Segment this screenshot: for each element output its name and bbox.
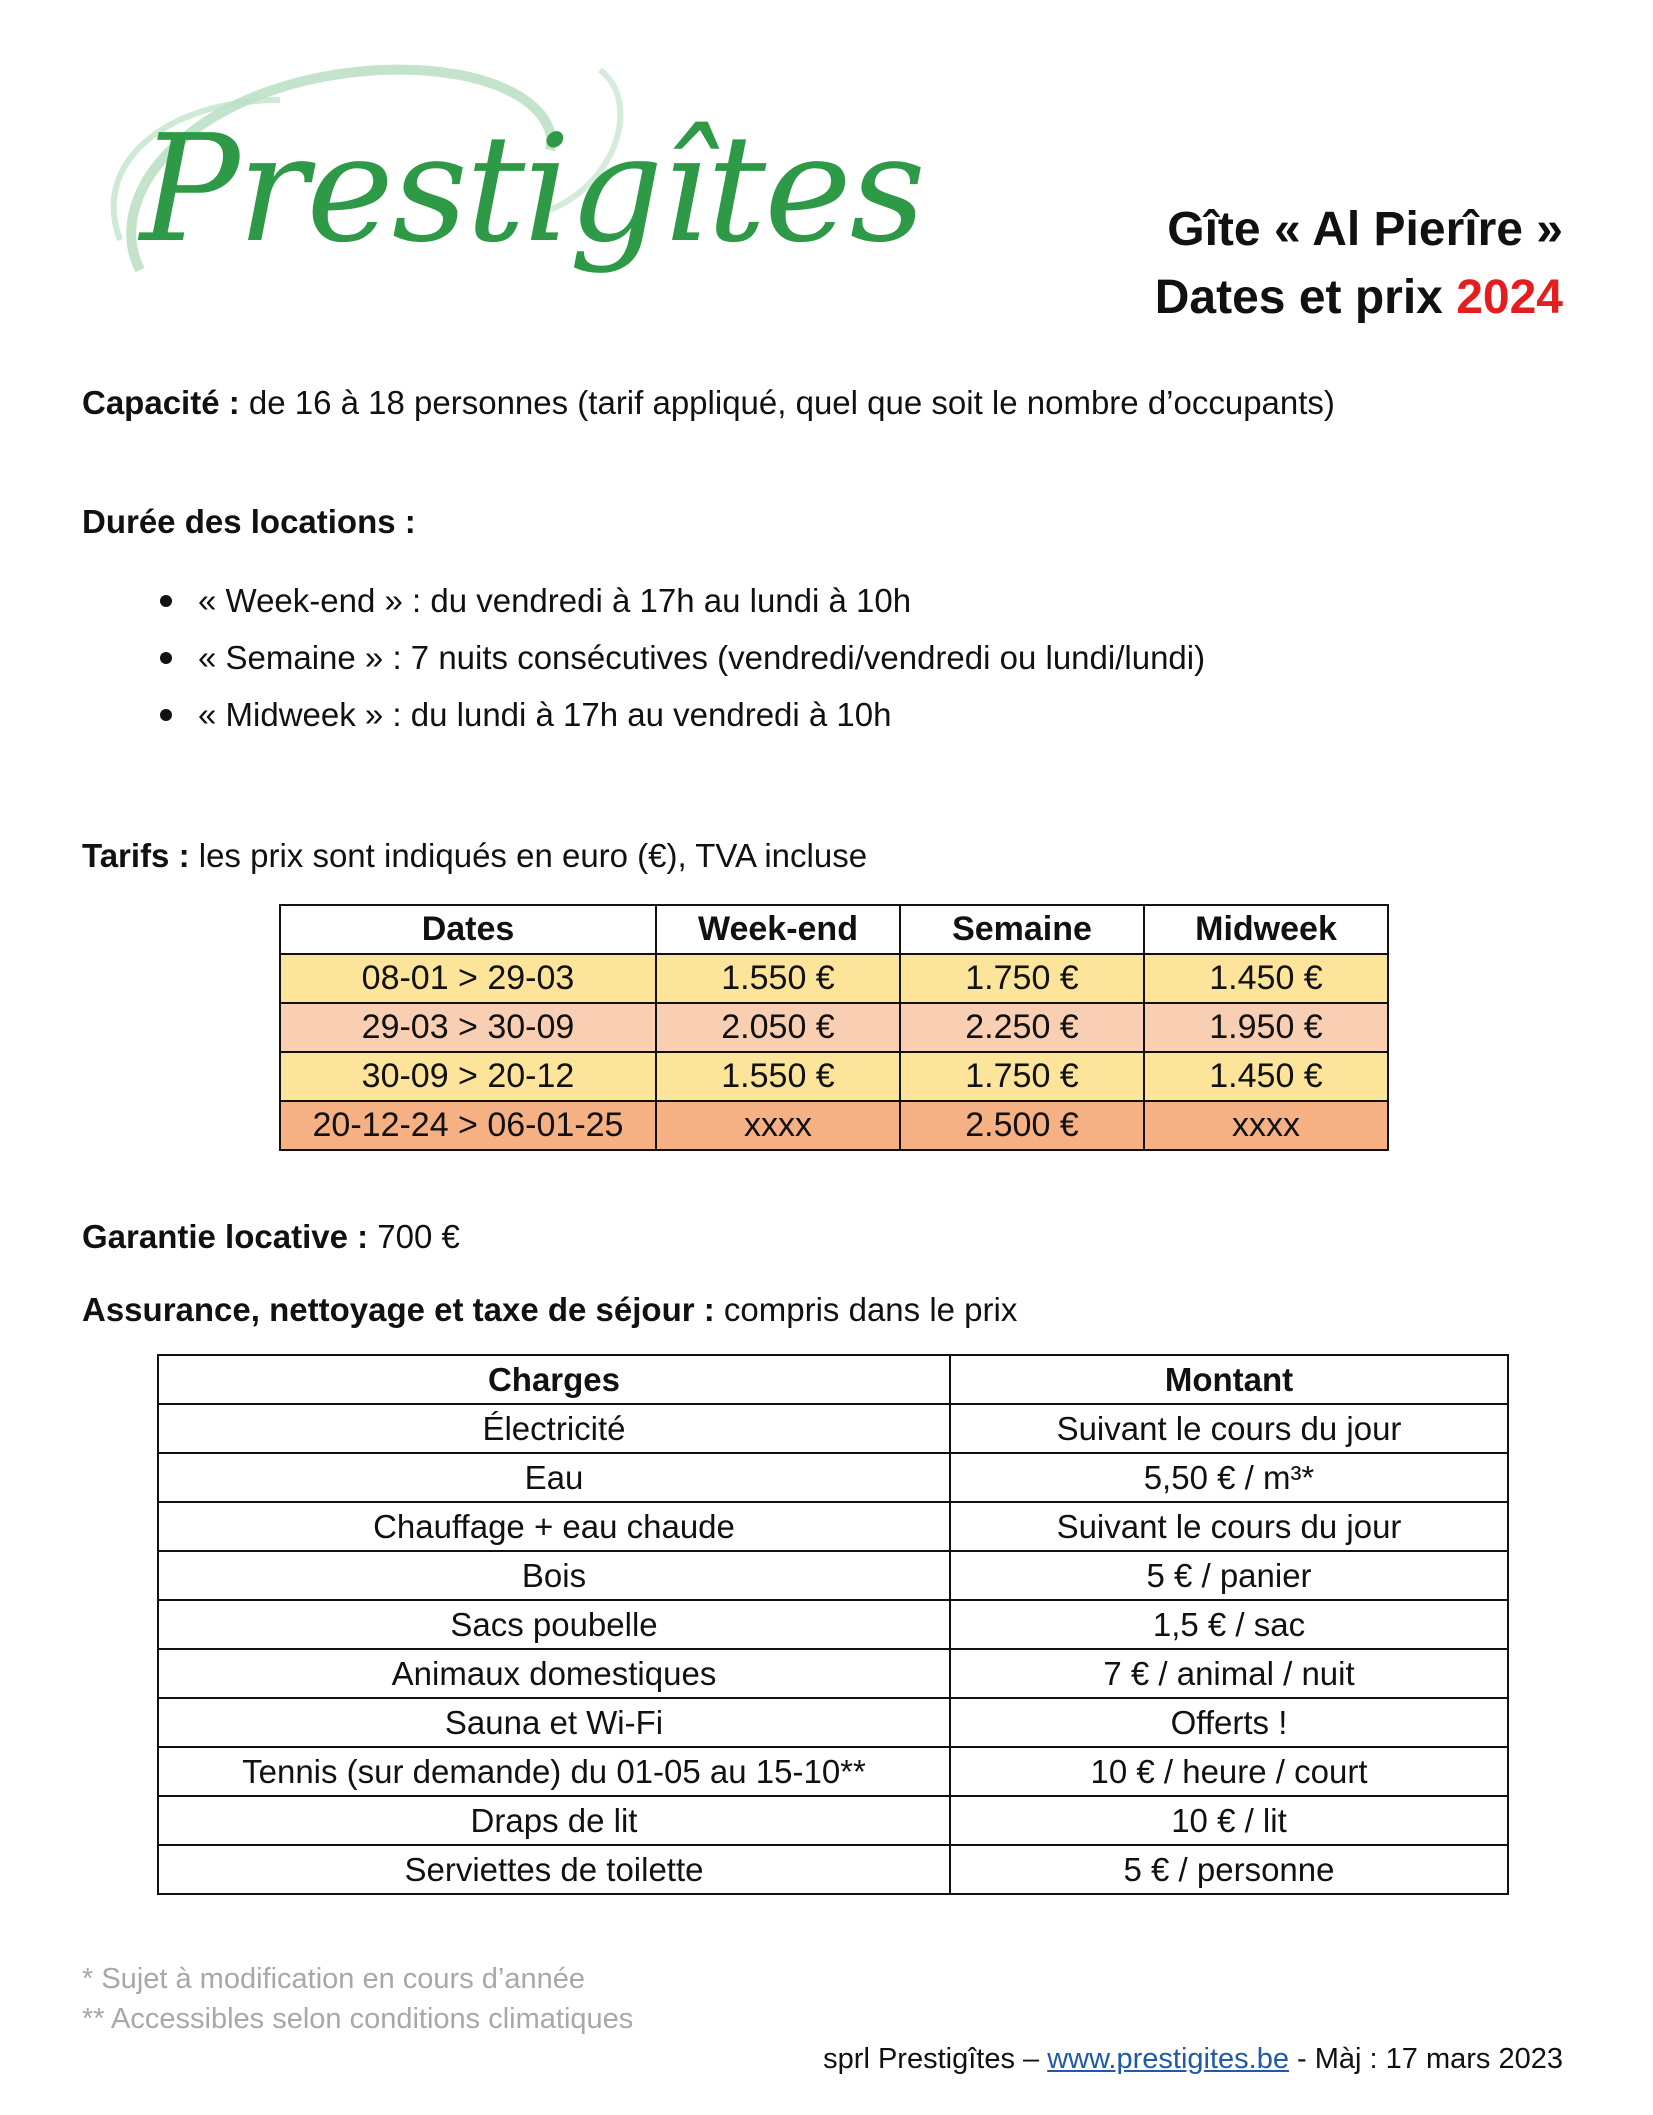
capacite-paragraph [82,384,1335,422]
table-header: Semaine [900,905,1144,954]
table-cell: 2.500 € [900,1101,1144,1150]
table-cell: 08-01 > 29-03 [280,954,656,1003]
table-cell: Eau [158,1453,950,1502]
capacite-label: Capacité : [82,384,240,421]
prestigites-logo [80,40,924,330]
list-item: « Week-end » : du vendredi à 17h au lundi à 10h [160,572,1205,629]
table-row [158,1404,1508,1453]
table-cell: 29-03 > 30-09 [280,1003,656,1052]
garantie-text: 700 € [377,1218,460,1255]
logo-graphic [80,40,924,330]
garantie-label: Garantie locative : [82,1218,369,1255]
table-cell: Sauna et Wi-Fi [158,1698,950,1747]
tarifs-text: les prix sont indiqués en euro (€), TVA incluse [198,837,868,874]
table-row [158,1551,1508,1600]
table-row [158,1845,1508,1894]
capacite-text: de 16 à 18 personnes (tarif appliqué, quel que soit le nombre d’occupants) [248,384,1335,421]
title-line-2 [1155,264,1563,332]
footer-prefix: sprl Prestigîtes – [823,2043,1040,2075]
table-cell: Sacs poubelle [158,1600,950,1649]
assurance-text: compris dans le prix [723,1291,1018,1328]
assurance-paragraph [82,1291,1017,1329]
footnote-2: ** Accessibles selon conditions climatiques [82,2003,634,2035]
tarifs-paragraph [82,837,867,875]
document-title [1155,196,1563,332]
list-item: « Semaine » : 7 nuits consécutives (vendredi/vendredi ou lundi/lundi) [160,629,1205,686]
table-cell: 1.450 € [1144,954,1388,1003]
table-cell: Animaux domestiques [158,1649,950,1698]
table-cell: Suivant le cours du jour [950,1404,1508,1453]
charges-table [157,1354,1509,1895]
table-cell: 1.550 € [656,954,900,1003]
table-cell: 5,50 € / m³* [950,1453,1508,1502]
table-row [158,1796,1508,1845]
table-cell: Tennis (sur demande) du 01-05 au 15-10** [158,1747,950,1796]
duree-heading [82,503,416,541]
table-row [158,1649,1508,1698]
table-header: Dates [280,905,656,954]
table-cell: 2.250 € [900,1003,1144,1052]
tarifs-table [279,904,1389,1151]
table-row [158,1747,1508,1796]
table-header: Montant [950,1355,1508,1404]
table-cell: 1.450 € [1144,1052,1388,1101]
table-cell: 5 € / personne [950,1845,1508,1894]
table-header: Charges [158,1355,950,1404]
table-cell: 2.050 € [656,1003,900,1052]
table-row [280,1003,1388,1052]
table-cell: 1.750 € [900,954,1144,1003]
table-header: Midweek [1144,905,1388,954]
table-cell: Suivant le cours du jour [950,1502,1508,1551]
table-row [158,1600,1508,1649]
table-header-row [158,1355,1508,1404]
title-year: 2024 [1456,271,1563,324]
website-link[interactable]: www.prestigites.be [1047,2043,1289,2075]
table-cell: Bois [158,1551,950,1600]
table-cell: 1.750 € [900,1052,1144,1101]
table-row [158,1698,1508,1747]
table-header: Week-end [656,905,900,954]
table-cell: 7 € / animal / nuit [950,1649,1508,1698]
table-cell: 1.950 € [1144,1003,1388,1052]
table-cell: Électricité [158,1404,950,1453]
table-cell: 10 € / lit [950,1796,1508,1845]
table-cell: xxxx [656,1101,900,1150]
table-cell: Offerts ! [950,1698,1508,1747]
table-row [280,1101,1388,1150]
table-cell: 20-12-24 > 06-01-25 [280,1101,656,1150]
title-line-2-prefix: Dates et prix [1154,271,1443,324]
page-footer [823,2043,1563,2076]
table-cell: Draps de lit [158,1796,950,1845]
duree-label: Durée des locations : [82,503,416,540]
footer-suffix: - Màj : 17 mars 2023 [1297,2043,1563,2075]
table-row [280,1052,1388,1101]
table-cell: 1,5 € / sac [950,1600,1508,1649]
table-row [158,1453,1508,1502]
duree-list [160,572,1205,743]
table-cell: xxxx [1144,1101,1388,1150]
table-cell: 1.550 € [656,1052,900,1101]
table-cell: 10 € / heure / court [950,1747,1508,1796]
list-item: « Midweek » : du lundi à 17h au vendredi à 10h [160,686,1205,743]
table-cell: Serviettes de toilette [158,1845,950,1894]
title-line-1: Gîte « Al Pierîre » [1167,203,1563,256]
tarifs-label: Tarifs : [82,837,190,874]
table-cell: 30-09 > 20-12 [280,1052,656,1101]
table-cell: Chauffage + eau chaude [158,1502,950,1551]
logo-text: Prestigîtes [140,103,924,275]
garantie-paragraph [82,1218,460,1256]
table-row [158,1502,1508,1551]
table-row [280,954,1388,1003]
table-cell: 5 € / panier [950,1551,1508,1600]
table-header-row [280,905,1388,954]
assurance-label: Assurance, nettoyage et taxe de séjour : [82,1291,715,1328]
footnote-1: * Sujet à modification en cours d’année [82,1963,585,1995]
